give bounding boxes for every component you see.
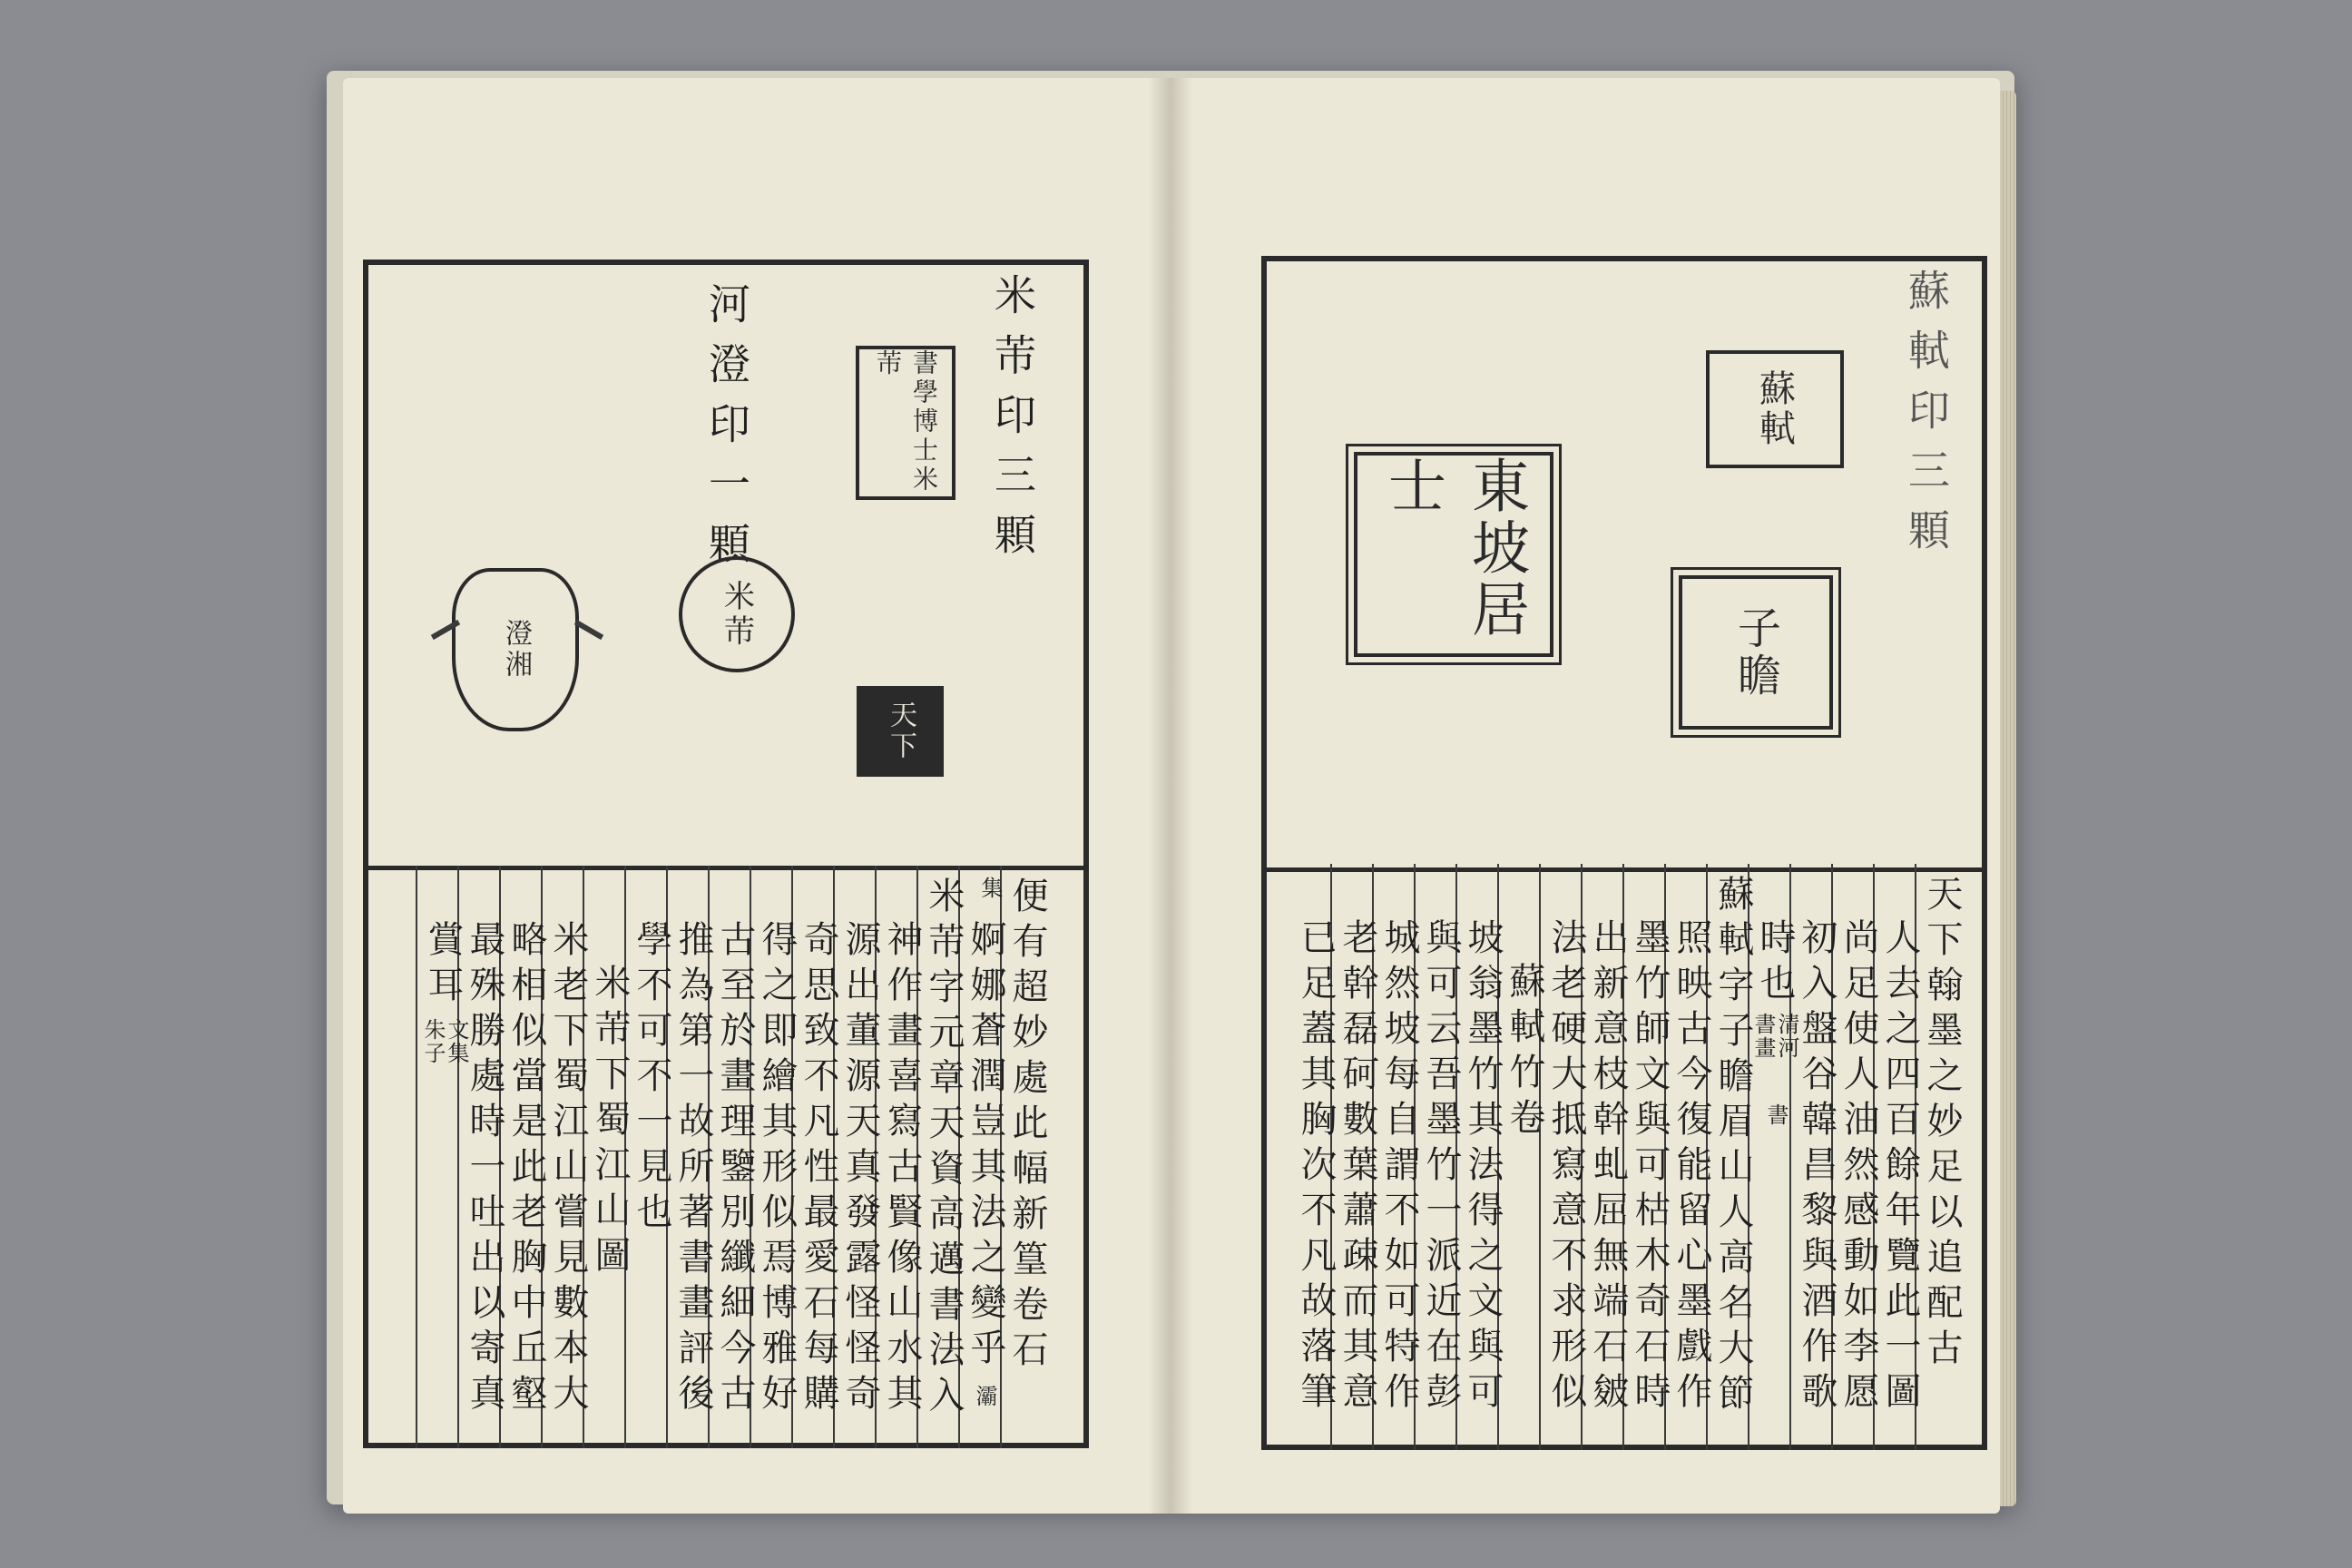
left-col-8: 古至於畫理鑒別纖細今古 (714, 920, 756, 1419)
right-note-shu: 書 (1763, 1103, 1788, 1127)
left-col-13: 略相似當是此老胸中丘壑 (505, 920, 547, 1419)
left-col-2: 婀娜蒼潤豈其法之變乎 (965, 920, 1006, 1374)
mifu-seal-shuxue: 書學博士米芾 (856, 346, 956, 500)
right-col-2: 人去之四百餘年覽此一圖 (1879, 918, 1921, 1417)
right-col-4: 初入盤谷韓昌黎與酒作歌 (1796, 918, 1838, 1417)
col-rule (1539, 864, 1541, 1450)
right-col-11: 蘇軾竹卷 (1504, 962, 1545, 1143)
book-gutter (1149, 78, 1192, 1514)
right-col-7: 照映古今復能留心墨戲作 (1671, 918, 1712, 1417)
mifu-seal-round: 米芾 (679, 556, 795, 672)
left-page (343, 78, 1171, 1514)
caption-mifu-seals: 米芾印三顆 (988, 273, 1037, 573)
right-page (1171, 78, 2000, 1514)
left-col-9: 推為第一故所著書畫評後 (672, 920, 714, 1419)
left-col-10: 學不可不一見也 (631, 920, 672, 1238)
sushi-seal-dongpo: 東坡居士 (1354, 452, 1553, 657)
right-col-14: 城然坡每自謂不如可特作 (1378, 918, 1420, 1417)
left-col-4: 神作畫喜寫古賢像山水其 (881, 920, 923, 1419)
right-col-5: 時也 (1754, 918, 1796, 1009)
sushi-seal-name: 蘇軾 (1706, 350, 1844, 468)
left-col-5: 源出董源天真發露怪怪奇 (839, 920, 881, 1419)
right-note-shuhua: 書畫 (1750, 1013, 1776, 1060)
hedeng-seal-vessel: 澄湘 (452, 568, 579, 731)
left-note-ba: 灞 (972, 1385, 997, 1408)
right-col-10: 法老硬大抵寫意不求形似 (1545, 918, 1587, 1417)
left-col-14: 最殊勝處時一吐出以寄真 (464, 920, 505, 1419)
left-col-6: 奇思致不凡性最愛石每購 (798, 920, 839, 1419)
right-note-qinghe: 清河 (1774, 1013, 1799, 1060)
right-col-15: 老幹磊砢數葉蕭疎而其意 (1337, 918, 1378, 1417)
right-col-3: 尚足使人油然感動如李愿 (1838, 918, 1879, 1417)
left-col-7: 得之即繪其形似焉博雅好 (756, 920, 798, 1419)
left-col-1: 便有超妙處此幅新篁卷石 (1006, 877, 1048, 1376)
sushi-seal-zizhan: 子瞻 (1679, 575, 1833, 730)
right-col-13: 與可云吾墨竹一派近在彭 (1420, 918, 1462, 1417)
left-note-ji: 集 (977, 877, 1003, 900)
right-col-6: 蘇軾字子瞻眉山人高名大節 (1712, 875, 1754, 1419)
left-note-zhuzi: 朱子 (420, 1018, 446, 1065)
left-note-wenji: 文集 (444, 1018, 469, 1065)
caption-hedeng-seal: 河澄印一顆 (702, 282, 751, 582)
left-col-3: 米芾字元章天資高邁書法入 (923, 877, 965, 1421)
col-rule (416, 866, 417, 1448)
caption-sushi-seals: 蘇軾印三顆 (1902, 269, 1951, 568)
right-col-8: 墨竹師文與可枯木奇石時 (1629, 918, 1671, 1417)
left-col-15: 賞耳 (422, 920, 464, 1011)
left-col-12: 米老下蜀江山嘗見數本大 (547, 920, 589, 1419)
left-frame-divider (368, 866, 1083, 870)
mifu-seal-solid: 天下 (857, 686, 944, 777)
right-col-12: 坡翁墨竹其法得之文與可 (1462, 918, 1504, 1417)
right-col-1: 天下翰墨之妙足以追配古 (1921, 875, 1963, 1374)
right-col-16: 已足蓋其胸次不凡故落筆 (1295, 918, 1337, 1417)
right-col-9: 出新意枝幹虬屈無端石皴 (1587, 918, 1629, 1417)
left-col-11: 米芾下蜀江山圖 (589, 964, 631, 1281)
